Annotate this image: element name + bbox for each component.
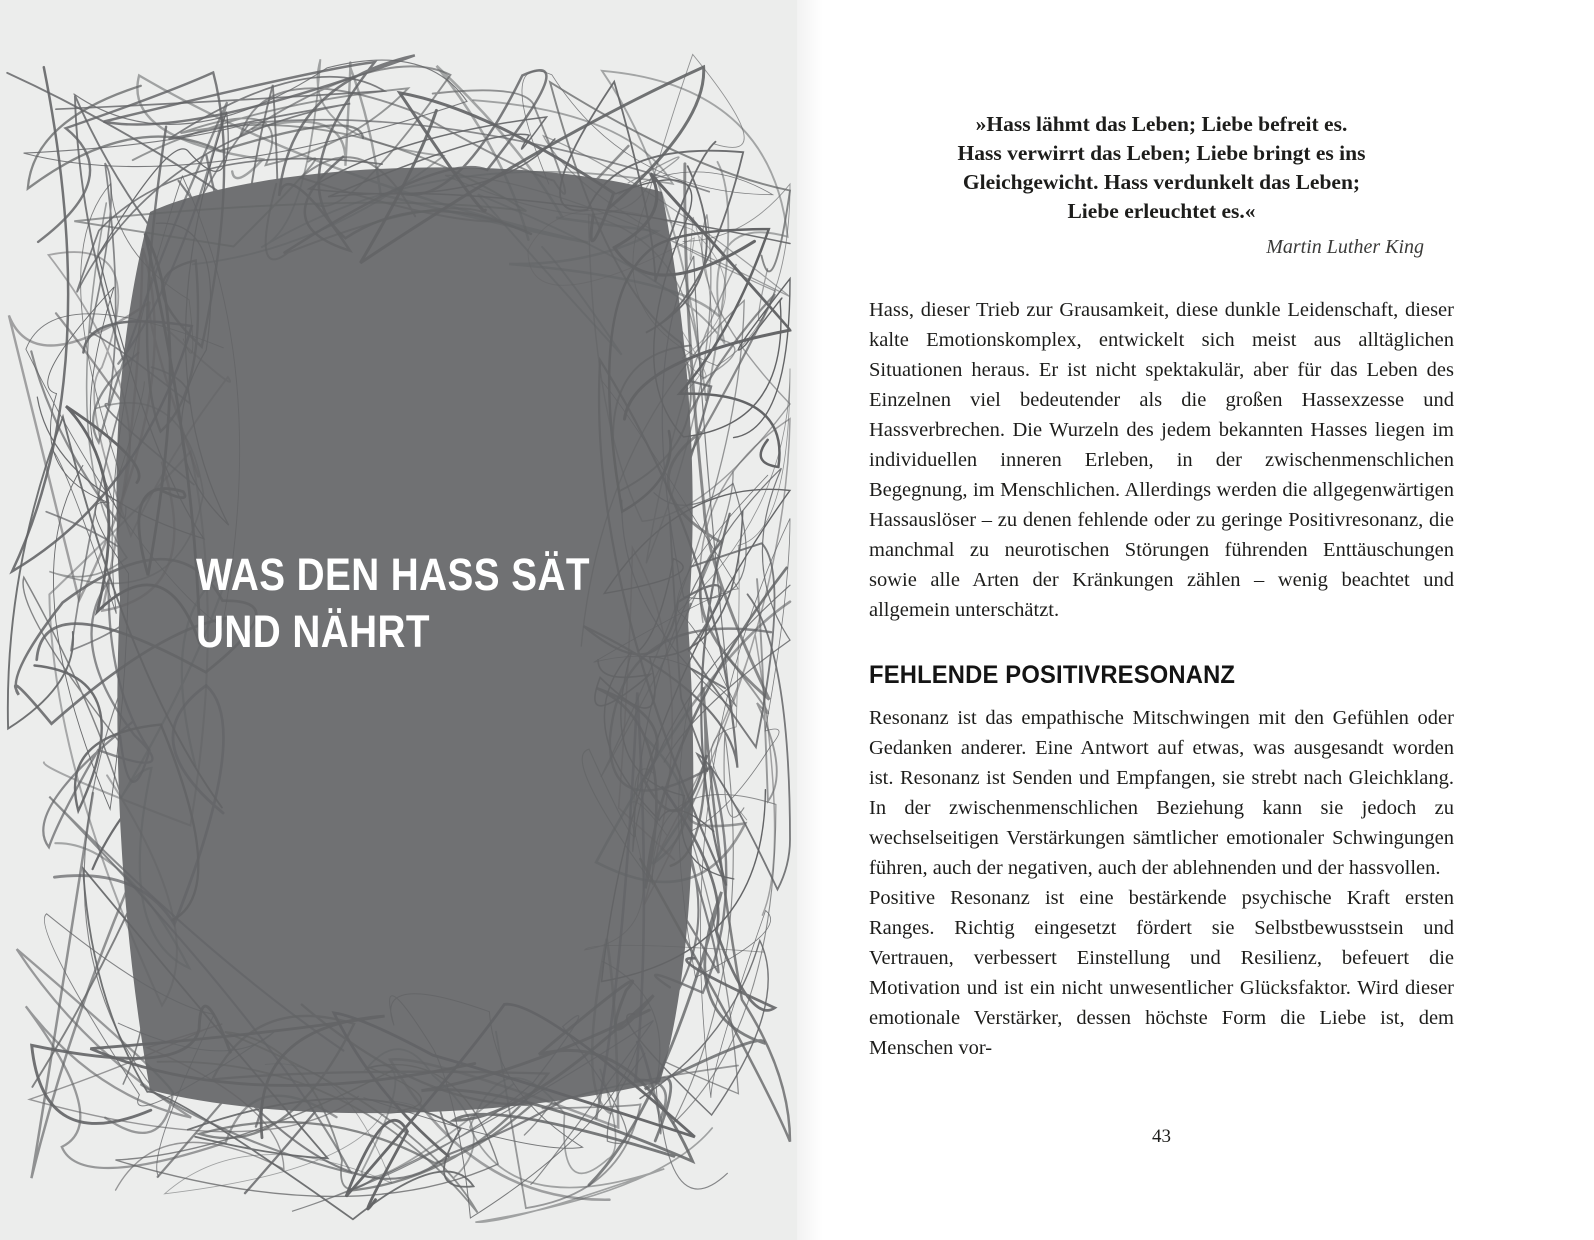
epigraph-attribution: Martin Luther King bbox=[1266, 236, 1424, 258]
chapter-title-line: UND NÄHRT bbox=[196, 606, 430, 657]
body-paragraph: Resonanz ist das empathische Mitschwingen mit den Gefühlen oder Gedanken anderer. Eine Antwort auf etwas, was ausgesandt worden ist. Resonanz ist Senden und Empfangen, sie strebt nach Gleichklang. In der zwischenmenschlichen Beziehung kann sie jedoch zu wechselseitigen Verstärkungen sämtlicher emotionaler Schwingungen führen, auch der negativen, auch der ablehnenden und der hassvollen. bbox=[869, 707, 1454, 879]
chapter-title bbox=[196, 546, 590, 660]
chapter-title-line: WAS DEN HASS SÄT bbox=[196, 549, 590, 600]
right-page bbox=[797, 0, 1594, 1240]
epigraph-line: »Hass lähmt das Leben; Liebe befreit es. bbox=[975, 112, 1348, 136]
epigraph-line: Liebe erleuchtet es.« bbox=[1067, 199, 1256, 223]
page-number: 43 bbox=[1152, 1126, 1171, 1147]
body-paragraph: Positive Resonanz ist eine bestärkende psychische Kraft ersten Ranges. Richtig eingesetzt fördert sie Selbstbewusstsein und Vertrauen, verbessert Einstellung und Resilienz, befeuert die Motivation und ist ein nicht unwesentlicher Glücksfaktor. Wird dieser emotionale Verstärker, dessen höchste Form die Liebe ist, dem Menschen vor- bbox=[869, 887, 1454, 1059]
epigraph-quote bbox=[869, 110, 1454, 226]
body-paragraph: Hass, dieser Trieb zur Grausamkeit, diese dunkle Leidenschaft, dieser kalte Emotionskomplex, entwickelt sich meist aus alltäglichen Situationen heraus. Er ist nicht spektakulär, aber für das Leben des Einzelnen viel bedeutender als die großen Hassexzesse und Hassverbrechen. Die Wurzeln des jedem bekannten Hasses liegen im individuellen inneren Erleben, in der zwischenmenschlichen Begegnung, im Menschlichen. Allerdings werden die allgegenwärtigen Hassauslöser – zu denen fehlende oder zu geringe Positivresonanz, die manchmal zu neurotischen Störungen führenden Enttäuschungen sowie alle Arten der Kränkungen zählen – wenig beachtet und allgemein unterschätzt. bbox=[869, 299, 1454, 621]
epigraph-line: Hass verwirrt das Leben; Liebe bringt es ins bbox=[957, 141, 1366, 165]
text-column bbox=[869, 0, 1454, 1063]
epigraph-line: Gleichgewicht. Hass verdunkelt das Leben; bbox=[962, 170, 1361, 194]
section-heading: FEHLENDE POSITIVRESONANZ bbox=[869, 661, 1236, 689]
